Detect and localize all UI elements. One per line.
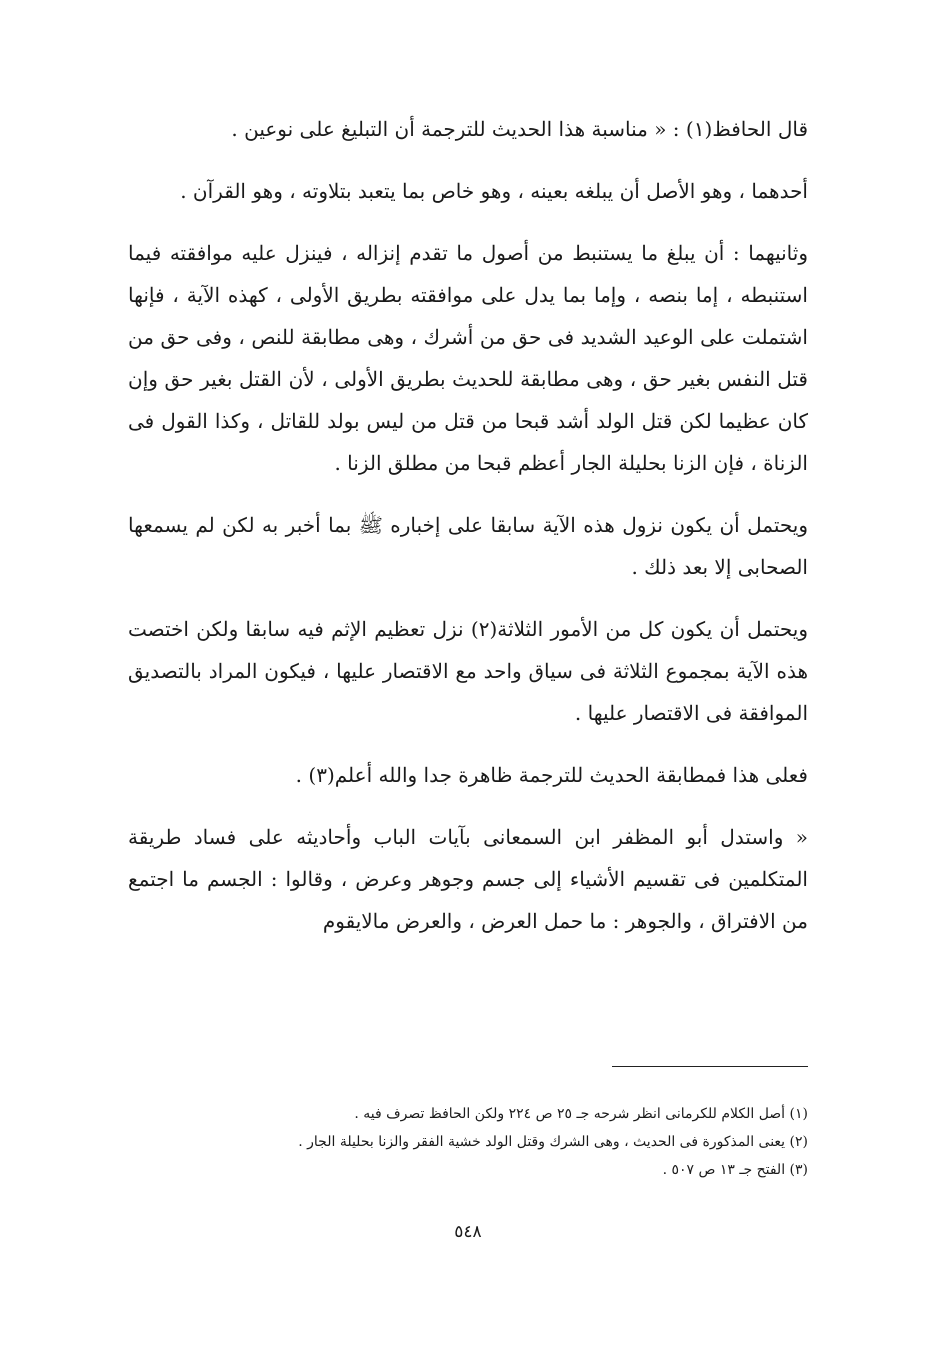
- paragraph-possibility-one: ويحتمل أن يكون نزول هذه الآية سابقا على إخباره ﷺ بما أخبر به لكن لم يسمعها الصحابى إلا بعد ذلك .: [128, 513, 808, 579]
- paragraph-second-type: وثانيهما : أن يبلغ ما يستنبط من أصول ما تقدم إنزاله ، فينزل عليه موافقته فيما استنبطه ، إما بنصه ، وإما بما يدل على موافقته بطريق الأولى ، كهذه الآية ، فإنها اشتملت على الوعيد الشديد فى حق من أشرك ، وهى مطابقة للنص ، وفى حق من قتل النفس بغير حق ، وهى مطابقة للحديث بطريق الأولى ، لأن القتل بغير حق وإن كان عظيما لكن قتل الولد أشد قبحا من قتل من ليس بولد للقاتل ، وكذا القول فى الزناة ، فإن الزنا بحليلة الجار أعظم قبحا من مطلق الزنا .: [128, 241, 808, 475]
- page-number: ٥٤٨: [454, 1222, 482, 1242]
- paragraph-first-type: أحدهما ، وهو الأصل أن يبلغه بعينه ، وهو خاص بما يتعبد بتلاوته ، وهو القرآن .: [180, 179, 808, 203]
- body-text: [128, 108, 808, 962]
- footnote-1: (١) أصل الكلام للكرمانى انظر شرحه جـ ٢٥ ص ٢٢٤ ولكن الحافظ تصرف فيه .: [354, 1106, 808, 1122]
- footnotes: [160, 1100, 808, 1184]
- paragraph-possibility-two: ويحتمل أن يكون كل من الأمور الثلاثة(٢) نزل تعظيم الإثم فيه سابقا ولكن اختصت هذه الآية بمجموع الثلاثة فى سياق واحد مع الاقتصار عليها ، فيكون المراد بالتصديق الموافقة فى الاقتصار عليها .: [128, 617, 808, 725]
- paragraph-samani: « واستدل أبو المظفر ابن السمعانى بآيات الباب وأحاديثه على فساد طريقة المتكلمين فى تقسيم الأشياء إلى جسم وجوهر وعرض ، وقالوا : الجسم ما اجتمع من الافتراق ، والجوهر : ما حمل العرض ، والعرض مالايقوم: [128, 825, 808, 933]
- footnote-3: (٣) الفتح جـ ١٣ ص ٥٠٧ .: [662, 1162, 808, 1178]
- footnote-2: (٢) يعنى المذكورة فى الحديث ، وهى الشرك وقتل الولد خشية الفقر والزنا بحليلة الجار .: [298, 1134, 808, 1150]
- paragraph-intro: قال الحافظ(١) : « مناسبة هذا الحديث للترجمة أن التبليغ على نوعين .: [231, 117, 808, 141]
- paragraph-conclusion: فعلى هذا فمطابقة الحديث للترجمة ظاهرة جدا والله أعلم(٣) .: [295, 763, 808, 787]
- footnote-divider: [612, 1066, 808, 1067]
